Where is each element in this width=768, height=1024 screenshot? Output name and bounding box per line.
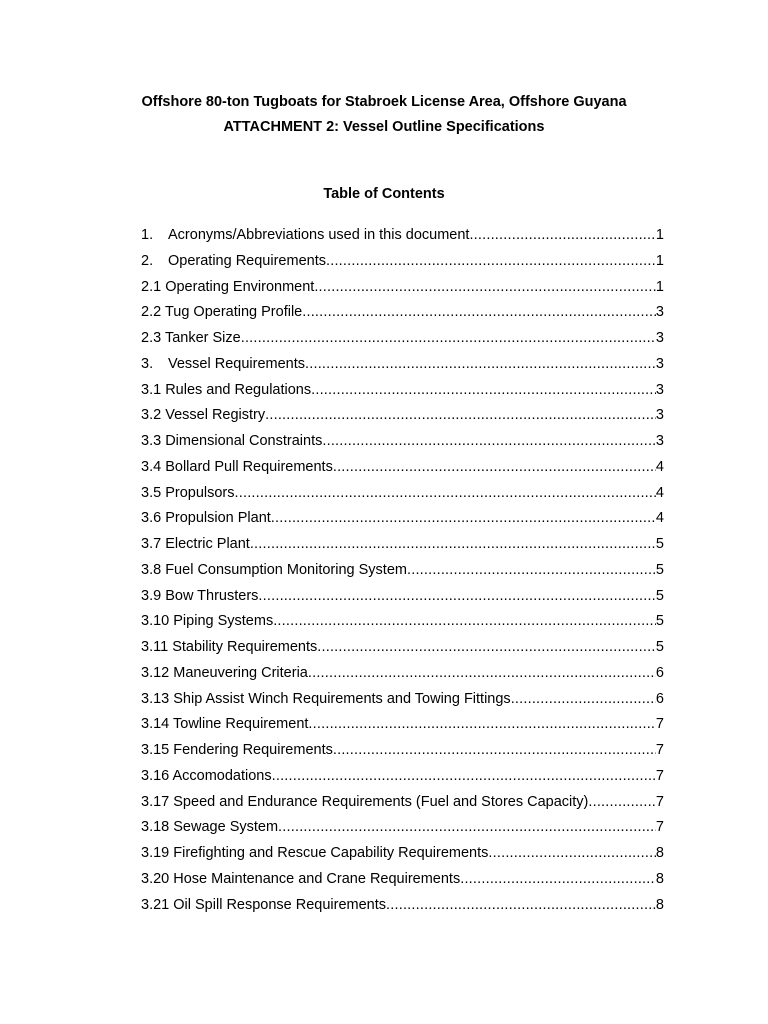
toc-entry-title [141, 664, 308, 682]
toc-entry-label: Fuel Consumption Monitoring System [165, 561, 407, 578]
toc-entry-label: Hose Maintenance and Crane Requirements [173, 870, 461, 887]
toc-entry[interactable] [141, 690, 664, 716]
toc-entry-label: Propulsion Plant [165, 510, 271, 527]
toc-entry-title [141, 458, 333, 476]
toc-entry-number: 3.16 [141, 767, 170, 784]
toc-entry-page-number: 1 [655, 227, 664, 243]
dot-leader [488, 844, 656, 862]
dot-leader [305, 355, 656, 373]
toc-entry-label: Vessel Requirements [168, 355, 306, 372]
toc-entry-page-number: 8 [655, 870, 664, 887]
dot-leader [469, 226, 655, 244]
toc-entry[interactable] [141, 484, 664, 510]
toc-entry-label: Firefighting and Rescue Capability Requirements [173, 845, 489, 861]
toc-entry-number: 3.18 [141, 819, 170, 836]
toc-entry[interactable] [141, 767, 664, 793]
toc-entry-label: Oil Spill Response Requirements [173, 896, 387, 913]
attachment-title: ATTACHMENT 2: Vessel Outline Specifications [223, 119, 545, 135]
toc-entry[interactable] [141, 278, 664, 304]
toc-entry-label: Bollard Pull Requirements [165, 458, 333, 475]
toc-entry-page-number: 7 [655, 767, 664, 784]
toc-entry-page-number: 5 [655, 561, 664, 578]
toc-entry-label: Operating Environment [165, 278, 315, 295]
toc-entry[interactable] [141, 587, 664, 613]
toc-entry-label: Stability Requirements [172, 639, 318, 655]
toc-entry[interactable] [141, 329, 664, 355]
toc-entry-page-number: 7 [655, 819, 664, 836]
dot-leader [241, 329, 656, 347]
toc-entry-page-number: 3 [655, 407, 664, 424]
toc-entry-number: 3.11 [141, 639, 169, 655]
dot-leader [271, 509, 656, 527]
toc-entry-title [141, 638, 317, 656]
toc-entry-label: Acronyms/Abbreviations used in this document [168, 227, 470, 243]
toc-entry[interactable] [141, 561, 664, 587]
dot-leader [314, 278, 656, 296]
dot-leader [386, 896, 656, 914]
toc-entry-title [141, 303, 302, 321]
toc-entry-number: 3.2 [141, 407, 162, 424]
toc-entry-title [141, 561, 407, 579]
toc-entry[interactable] [141, 252, 664, 278]
toc-entry-label: Accomodations [172, 767, 272, 784]
toc-entry-page-number: 3 [655, 330, 664, 346]
toc-entry-number: 3.8 [141, 561, 162, 578]
dot-leader [407, 561, 656, 579]
toc-entry-label: Ship Assist Winch Requirements and Towing Fittings [173, 690, 511, 707]
dot-leader [250, 535, 656, 553]
toc-entry-title [141, 355, 305, 373]
toc-entry-number: 3.5 [141, 484, 162, 501]
dot-leader [308, 664, 656, 682]
toc-entry-page-number: 3 [655, 304, 664, 321]
toc-entry-number: 3.1 [141, 381, 162, 398]
toc-entry-label: Tanker Size [164, 330, 241, 346]
toc-entry[interactable] [141, 432, 664, 458]
toc-entry-label: Speed and Endurance Requirements (Fuel and Stores Capacity) [173, 793, 589, 810]
toc-entry-title [141, 484, 235, 502]
toc-entry-title [141, 278, 314, 296]
toc-entry-number: 3.17 [141, 793, 170, 810]
toc-entry-page-number: 1 [655, 252, 664, 269]
toc-entry-number: 3. [141, 355, 154, 372]
dot-leader [333, 741, 656, 759]
toc-entry-number: 3.6 [141, 510, 162, 527]
toc-entry-number: 2.1 [141, 278, 162, 295]
toc-entry[interactable] [141, 818, 664, 844]
toc-entry[interactable] [141, 870, 664, 896]
toc-entry-page-number: 7 [655, 716, 664, 733]
toc-entry-title [141, 612, 273, 630]
toc-entry-number: 3.13 [141, 690, 170, 707]
dot-leader [308, 715, 656, 733]
toc-entry-page-number: 5 [655, 536, 664, 552]
toc-entry-title [141, 870, 460, 888]
dot-leader [311, 381, 656, 399]
toc-entry-number: 3.9 [141, 587, 162, 604]
toc-entry[interactable] [141, 226, 664, 252]
toc-entry[interactable] [141, 509, 664, 535]
toc-entry-number: 2.3 [141, 330, 162, 346]
toc-entry-number: 3.7 [141, 536, 162, 552]
dot-leader [258, 587, 656, 605]
toc-entry-label: Sewage System [173, 819, 279, 836]
toc-entry-number: 3.4 [141, 458, 162, 475]
toc-entry-page-number: 5 [655, 587, 664, 604]
dot-leader [278, 818, 656, 836]
toc-entry-title [141, 818, 278, 836]
toc-entry-label: Vessel Registry [165, 407, 266, 424]
toc-entry-page-number: 3 [655, 433, 664, 449]
toc-entry-label: Bow Thrusters [165, 587, 259, 604]
toc-entry-title [141, 226, 469, 244]
dot-leader [235, 484, 656, 502]
toc-entry-page-number: 7 [655, 742, 664, 758]
toc-entry-page-number: 8 [655, 896, 664, 913]
toc-entry[interactable] [141, 535, 664, 561]
toc-entry-page-number: 6 [655, 664, 664, 681]
toc-entry-number: 2. [141, 252, 154, 269]
dot-leader [511, 690, 656, 708]
toc-entry-number: 3.3 [141, 433, 162, 449]
toc-entry[interactable] [141, 406, 664, 432]
toc-entry-page-number: 1 [655, 278, 664, 295]
toc-entry-title [141, 844, 488, 862]
toc-heading: Table of Contents [323, 186, 445, 202]
toc-entry-title [141, 406, 265, 424]
toc-entry-label: Piping Systems [173, 613, 274, 630]
dot-leader [460, 870, 656, 888]
toc-entry-number: 3.20 [141, 870, 170, 887]
document-title: Offshore 80-ton Tugboats for Stabroek License Area, Offshore Guyana [141, 94, 627, 110]
toc-entry-page-number: 4 [655, 458, 664, 475]
toc-entry-title [141, 252, 326, 270]
dot-leader [302, 303, 656, 321]
toc-entry-number: 3.21 [141, 896, 170, 913]
toc-entry-label: Rules and Regulations [165, 381, 312, 398]
dot-leader [588, 793, 656, 811]
dot-leader [317, 638, 656, 656]
toc-entry[interactable] [141, 612, 664, 638]
toc-entry-title [141, 690, 511, 708]
dot-leader [272, 767, 656, 785]
toc-entry-title [141, 509, 271, 527]
toc-entry-title [141, 793, 588, 811]
toc-entry[interactable] [141, 458, 664, 484]
toc-entry[interactable] [141, 664, 664, 690]
toc-entry[interactable] [141, 715, 664, 741]
toc-entry-label: Electric Plant [165, 536, 250, 552]
toc-entry-page-number: 6 [655, 690, 664, 707]
toc-entry[interactable] [141, 844, 664, 870]
toc-entry[interactable] [141, 793, 664, 819]
toc-entry[interactable] [141, 638, 664, 664]
toc-entry-page-number: 4 [655, 510, 664, 527]
toc-entry[interactable] [141, 381, 664, 407]
toc-entry-page-number: 8 [655, 845, 664, 861]
toc-entry-title [141, 329, 241, 347]
toc-entry-title [141, 896, 386, 914]
toc-entry-label: Fendering Requirements [173, 742, 333, 758]
dot-leader [322, 432, 656, 450]
toc-entry-number: 3.10 [141, 613, 170, 630]
toc-entry-page-number: 5 [655, 639, 664, 655]
toc-entry-number: 3.14 [141, 716, 170, 733]
toc-entry-page-number: 4 [655, 484, 664, 501]
toc-entry-page-number: 3 [655, 355, 664, 372]
dot-leader [326, 252, 656, 270]
toc-entry[interactable] [141, 896, 664, 922]
toc-entry-page-number: 3 [655, 381, 664, 398]
toc-entry[interactable] [141, 355, 664, 381]
toc-entry-page-number: 5 [655, 613, 664, 630]
dot-leader [265, 406, 656, 424]
toc-entry[interactable] [141, 741, 664, 767]
dot-leader [333, 458, 656, 476]
toc-entry[interactable] [141, 303, 664, 329]
toc-entry-number: 3.12 [141, 664, 170, 681]
dot-leader [273, 612, 656, 630]
toc-entry-number: 3.15 [141, 742, 170, 758]
toc-entry-number: 1. [141, 227, 154, 243]
toc-entry-title [141, 381, 311, 399]
toc-entry-label: Dimensional Constraints [165, 433, 323, 449]
toc-entry-title [141, 587, 258, 605]
toc-entry-number: 2.2 [141, 304, 162, 321]
toc-entry-label: Towline Requirement [173, 716, 309, 733]
toc-entry-title [141, 715, 308, 733]
table-of-contents [141, 226, 664, 921]
toc-entry-title [141, 767, 272, 785]
toc-entry-label: Tug Operating Profile [164, 304, 303, 321]
toc-entry-label: Maneuvering Criteria [173, 664, 308, 681]
toc-entry-title [141, 432, 322, 450]
toc-entry-title [141, 535, 250, 553]
toc-entry-label: Operating Requirements [168, 252, 326, 269]
toc-entry-label: Propulsors [165, 484, 235, 501]
toc-entry-page-number: 7 [655, 793, 664, 810]
toc-entry-number: 3.19 [141, 845, 170, 861]
toc-entry-title [141, 741, 333, 759]
